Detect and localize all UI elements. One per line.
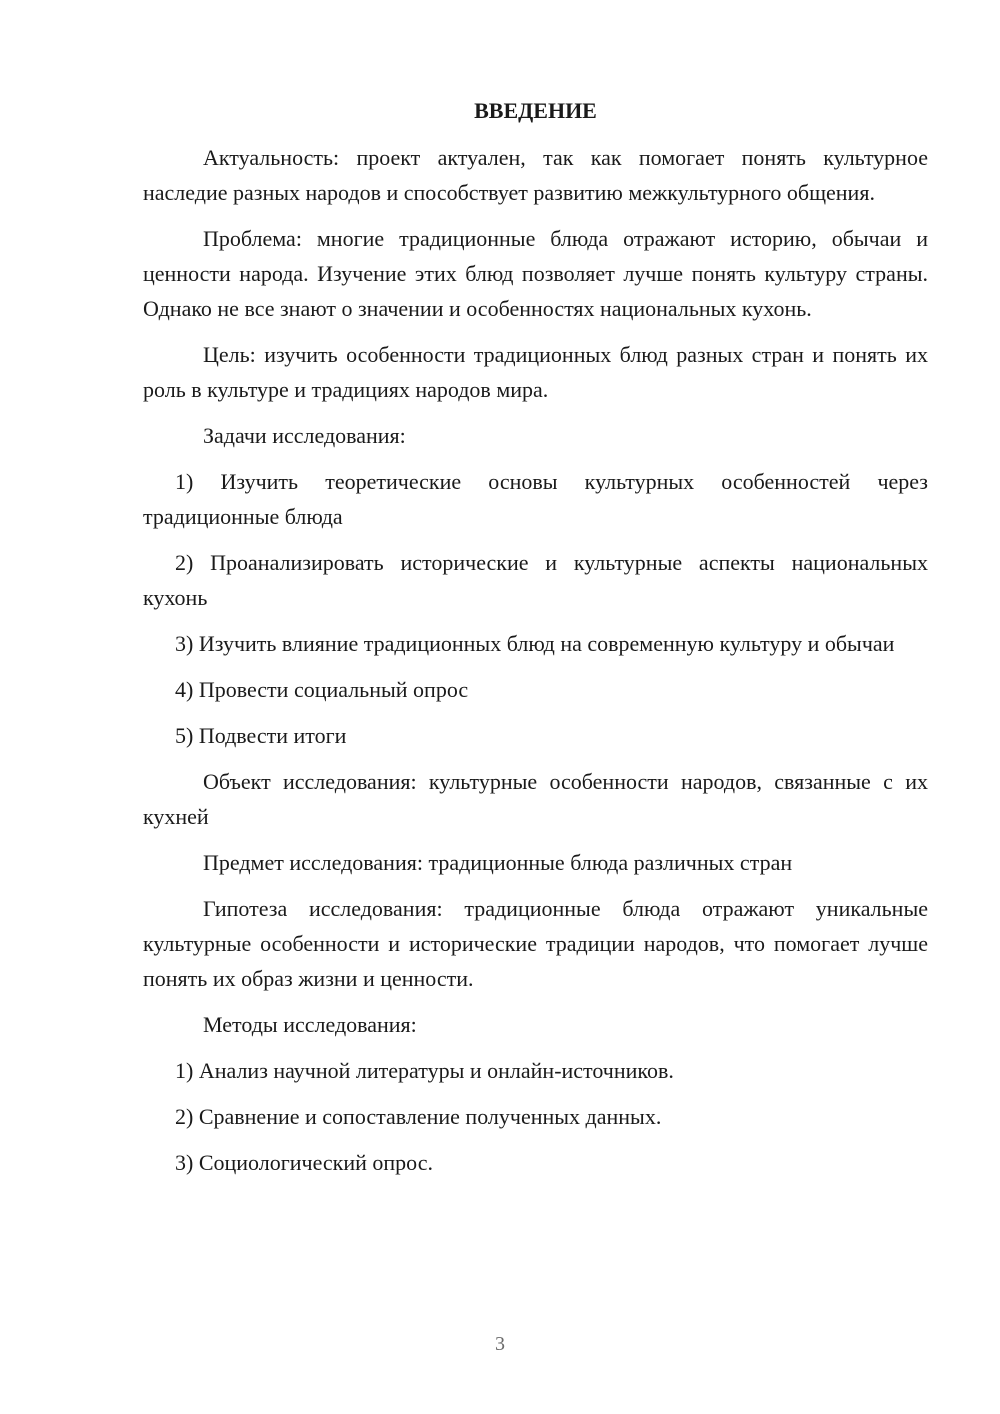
section-title: ВВЕДЕНИЕ [474, 98, 597, 123]
object-paragraph: Объект исследования: культурные особенности народов, связанные с их кухней [143, 769, 928, 829]
task-item: 1) Изучить теоретические основы культурных особенностей через традиционные блюда [143, 469, 928, 529]
hypothesis-paragraph: Гипотеза исследования: традиционные блюда отражают уникальные культурные особенности и исторические традиции народов, что помогает лучше понять их образ жизни и ценности. [143, 896, 928, 991]
task-item: 2) Проанализировать исторические и культурные аспекты национальных кухонь [143, 550, 928, 610]
task-item: 4) Провести социальный опрос [175, 677, 469, 702]
page-number: 3 [495, 1333, 505, 1355]
task-item: 3) Изучить влияние традиционных блюд на современную культуру и обычаи [175, 631, 895, 656]
method-item: 2) Сравнение и сопоставление полученных данных. [175, 1104, 662, 1129]
task-item: 5) Подвести итоги [175, 723, 347, 748]
document-body [143, 96, 928, 1191]
methods-heading: Методы исследования: [203, 1012, 417, 1037]
tasks-heading: Задачи исследования: [203, 423, 406, 448]
relevance-paragraph: Актуальность: проект актуален, так как помогает понять культурное наследие разных народов и способствует развитию межкультурного общения. [143, 145, 928, 205]
goal-paragraph: Цель: изучить особенности традиционных блюд разных стран и понять их роль в культуре и традициях народов мира. [143, 342, 928, 402]
problem-paragraph: Проблема: многие традиционные блюда отражают историю, обычаи и ценности народа. Изучение этих блюд позволяет лучше понять культуру страны. Однако не все знают о значении и особенностях национальных кухонь. [143, 226, 928, 321]
method-item: 1) Анализ научной литературы и онлайн-источников. [175, 1058, 674, 1083]
subject-paragraph: Предмет исследования: традиционные блюда различных стран [203, 850, 793, 875]
method-item: 3) Социологический опрос. [175, 1150, 433, 1175]
